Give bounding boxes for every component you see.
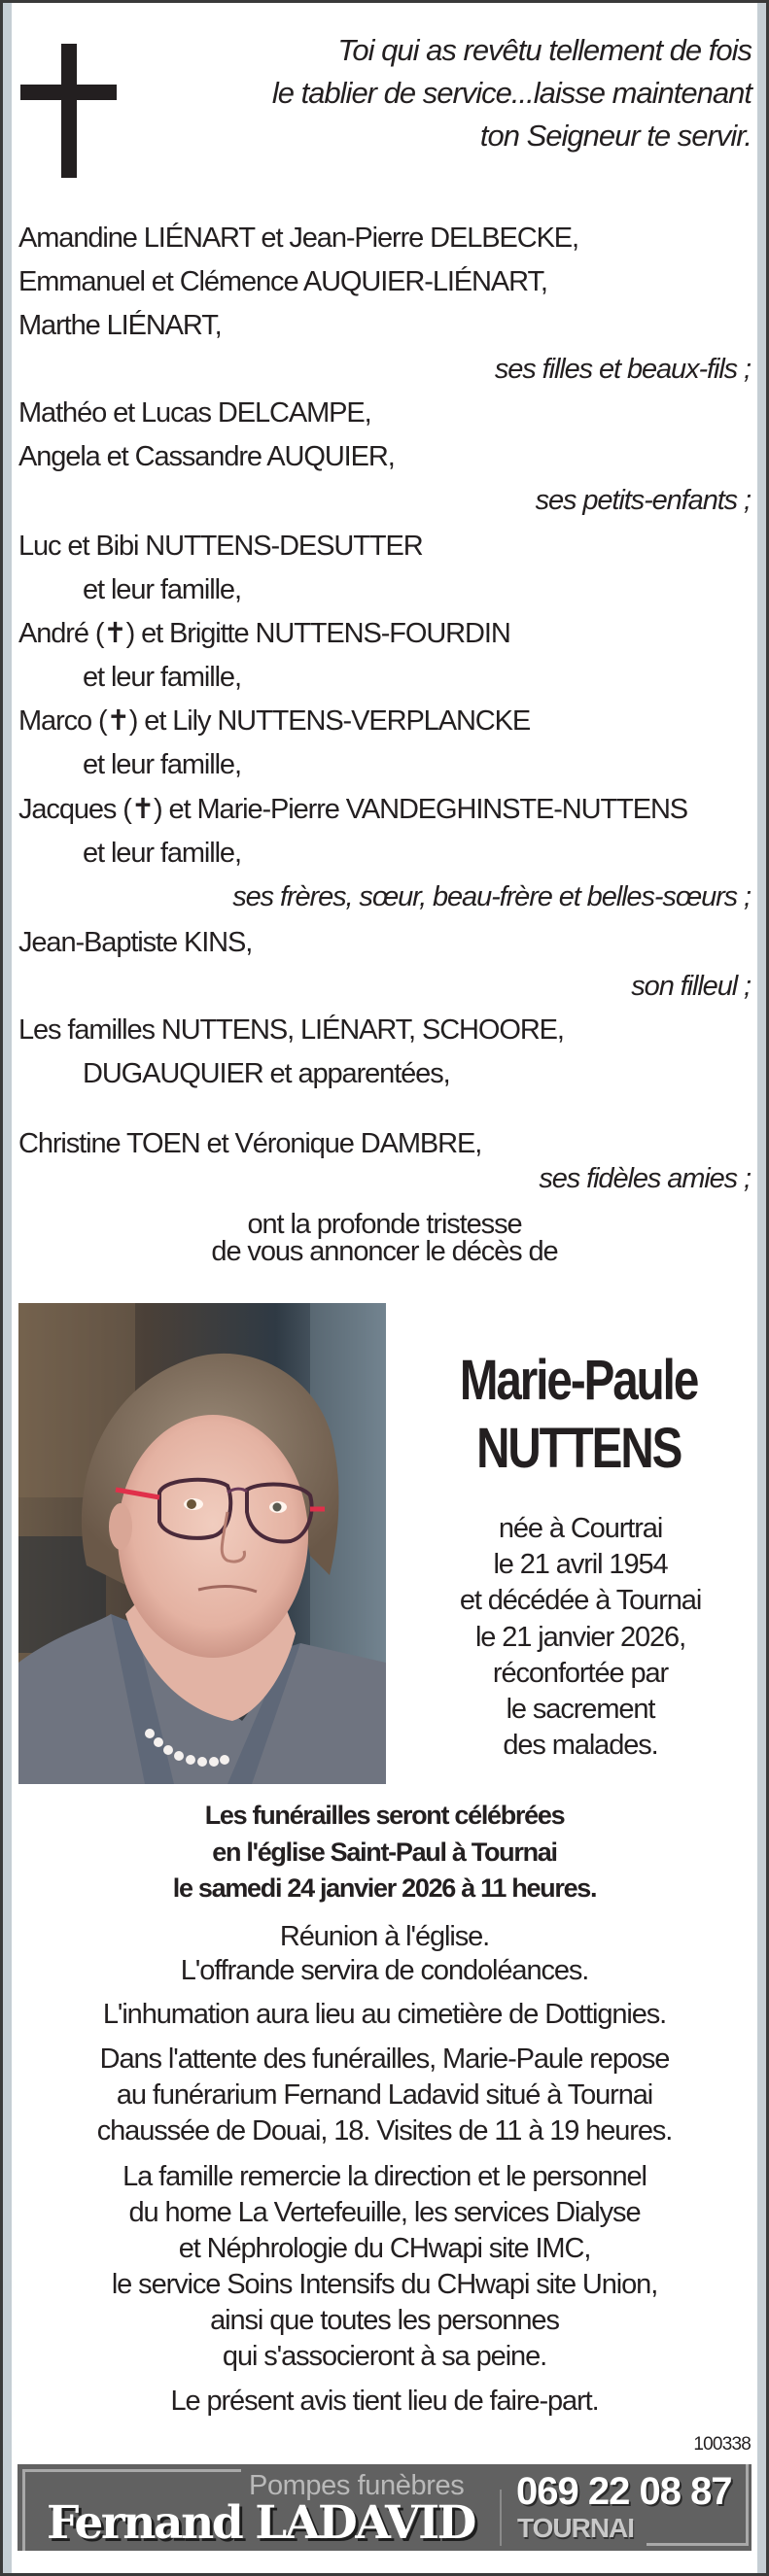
family-line: Amandine LIÉNART et Jean-Pierre DELBECKE, [18,223,579,254]
announcement-line: ont la profonde tristesse [247,1209,522,1240]
family-line: Angela et Cassandre AUQUIER, [18,441,395,472]
family-line-indent: et leur famille, [83,838,241,869]
family-line: Les familles NUTTENS, LIÉNART, SCHOORE, [18,1014,564,1046]
deceased-bio [399,1511,762,1764]
family-line: Marco (✝) et Lily NUTTENS-VERPLANCKE [18,705,531,737]
epigraph [149,29,752,157]
family-line: Marthe LIÉNART, [18,310,222,341]
banner-city: TOURNAI [517,2513,635,2543]
family-line: Christine TOEN et Véronique DAMBRE, [18,1128,482,1159]
family-line: Luc et Bibi NUTTENS-DESUTTER [18,531,423,562]
deceased-portrait-photo [18,1303,386,1784]
ceremony-line: le samedi 24 janvier 2026 à 11 heures. [172,1873,597,1903]
cross-horizontal-bar [20,85,117,100]
relation-line: ses petits-enfants ; [535,485,751,516]
family-line: Emmanuel et Clémence AUQUIER-LIÉNART, [18,266,547,297]
banner-frame [22,2469,25,2551]
ceremony-line: en l'église Saint-Paul à Tournai [212,1837,557,1867]
family-line: Mathéo et Lucas DELCAMPE, [18,397,371,429]
epigraph-line: Toi qui as revêtu tellement de fois [337,33,752,67]
cross-vertical-bar [61,44,77,178]
meeting-line: L'offrande servira de condoléances. [180,1955,589,1986]
burial-info: L'inhumation aura lieu au cimetière de Dottignies. [102,1999,667,2030]
visitation-line: au funérarium Fernand Ladavid situé à Tournai [116,2079,653,2111]
bio-line: le sacrement [506,1694,655,1726]
family-line-indent: et leur famille, [83,749,241,780]
relation-line: ses filles et beaux-fils ; [494,354,751,385]
bio-line: réconfortée par [492,1657,669,1689]
banner-frame [746,2464,749,2546]
ceremony-line: Les funérailles seront célébrées [204,1801,565,1830]
thanks-info [12,2159,757,2375]
bio-line: née à Courtrai [498,1513,663,1544]
thanks-line: ainsi que toutes les personnes [210,2305,559,2336]
relation-line: ses fidèles amies ; [539,1163,751,1194]
family-line-indent: et leur famille, [83,662,241,693]
banner-frame [22,2469,241,2472]
bio-line: et décédée à Tournai [459,1585,702,1617]
banner-frame [647,2543,749,2546]
visitation-line: chaussée de Douai, 18. Visites de 11 à 19 heures. [96,2115,673,2147]
visitation-info [12,2042,757,2149]
thanks-line: le service Soins Intensifs du CHwapi site Union, [111,2269,658,2300]
deceased-last-name: NUTTENS [475,1417,682,1480]
deceased-name [389,1347,768,1483]
thanks-line: qui s'associeront à sa peine. [222,2341,547,2372]
notice-info: Le présent avis tient lieu de faire-part. [170,2386,599,2417]
funeral-ceremony [12,1798,757,1907]
thanks-line: La famille remercie la direction et le personnel [122,2161,647,2192]
relation-line: ses frères, sœur, beau-frère et belles-sœurs ; [232,881,751,912]
latin-cross-icon [20,44,117,178]
reference-number: 100338 [693,2434,751,2455]
family-line: Jacques (✝) et Marie-Pierre VANDEGHINSTE-NUTTENS [18,794,688,825]
relation-line: son filleul ; [631,971,751,1002]
family-line-indent: DUGAUQUIER et apparentées, [83,1058,450,1089]
deceased-first-name: Marie-Paule [459,1349,698,1412]
banner-phone-number[interactable]: 069 22 08 87 [516,2470,732,2513]
visitation-line: Dans l'attente des funérailles, Marie-Paule repose [99,2044,670,2075]
epigraph-line: le tablier de service...laisse maintenant [271,76,752,110]
thanks-line: et Néphrologie du CHwapi site IMC, [178,2233,591,2264]
banner-tagline: Pompes funèbres [249,2470,465,2501]
meeting-info [12,1920,757,1988]
announcement-line: de vous annoncer le décès de [211,1236,558,1267]
bio-line: des malades. [503,1730,658,1762]
family-line-indent: et leur famille, [83,574,241,605]
family-line: André (✝) et Brigitte NUTTENS-FOURDIN [18,618,510,649]
family-line: Jean-Baptiste KINS, [18,927,253,958]
epigraph-line: ton Seigneur te servir. [479,119,752,153]
meeting-line: Réunion à l'église. [279,1921,490,1952]
banner-brand-name: Fernand LADAVID [47,2496,475,2550]
bio-line: le 21 avril 1954 [493,1549,668,1581]
funeral-home-banner [17,2464,752,2551]
bio-line: le 21 janvier 2026, [474,1621,686,1653]
banner-divider [500,2490,502,2546]
thanks-line: du home La Vertefeuille, les services Dialyse [128,2197,641,2228]
